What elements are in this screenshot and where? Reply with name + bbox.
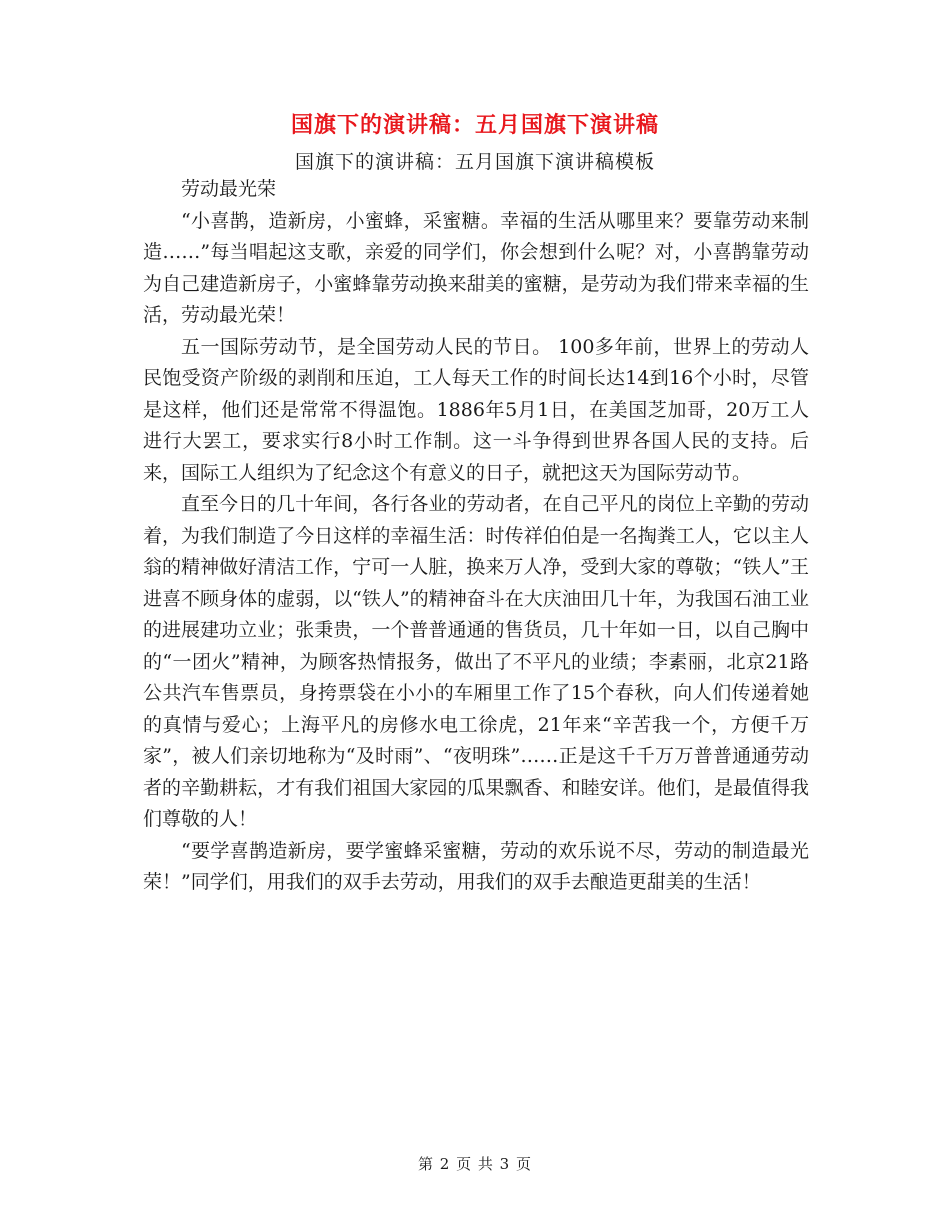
paragraph: “小喜鹊，造新房，小蜜蜂，采蜜糖。幸福的生活从哪里来？要靠劳动来制造……”每当唱起这支歌，亲爱的同学们，你会想到什么呢？对，小喜鹊靠劳动为自己建造新房子，小蜜蜂靠劳动换来甜美的蜜糖，是劳动为我们带来幸福的生活，劳动最光荣！ bbox=[143, 209, 809, 326]
document-body bbox=[143, 174, 809, 899]
section-heading: 劳动最光荣 bbox=[181, 178, 277, 200]
paragraph: 直至今日的几十年间，各行各业的劳动者，在自己平凡的岗位上辛勤的劳动着，为我们制造了今日这样的幸福生活：时传祥伯伯是一名掏粪工人，它以主人翁的精神做好清洁工作，宁可一人脏，换来万人净，受到大家的尊敬；“铁人”王进喜不顾身体的虚弱，以“铁人”的精神奋斗在大庆油田几十年，为我国石油工业的进展建功立业；张秉贵，一个普普通通的售货员，几十年如一日，以自己胸中的“一团火”精神，为顾客热情报务，做出了不平凡的业绩；李素丽，北京21路公共汽车售票员，身挎票袋在小小的车厢里工作了15个春秋，向人们传递着她的真情与爱心；上海平凡的房修水电工徐虎，21年来“辛苦我一个，方便千万家”，被人们亲切地称为“及时雨”、“夜明珠”……正是这千千万万普普通通劳动者的辛勤耕耘，才有我们祖国大家园的瓜果飘香、和睦安详。他们，是最值得我们尊敬的人！ bbox=[143, 493, 809, 830]
paragraph: “要学喜鹊造新房，要学蜜蜂采蜜糖，劳动的欢乐说不尽，劳动的制造最光荣！”同学们，用我们的双手去劳动，用我们的双手去酿造更甜美的生活！ bbox=[143, 839, 809, 893]
paragraph: 五一国际劳动节，是全国劳动人民的节日。 100多年前，世界上的劳动人民饱受资产阶级的剥削和压迫，工人每天工作的时间长达14到16个小时，尽管是这样，他们还是常常不得温饱。1886年5月1日，在美国芝加哥，20万工人进行大罢工，要求实行8小时工作制。这一斗争得到世界各国人民的支持。后来，国际工人组织为了纪念这个有意义的日子，就把这天为国际劳动节。 bbox=[143, 335, 809, 484]
document-title: 国旗下的演讲稿：五月国旗下演讲稿 bbox=[290, 113, 659, 138]
page-number-footer: 第 2 页 共 3 页 bbox=[418, 1155, 532, 1173]
document-subtitle: 国旗下的演讲稿：五月国旗下演讲稿模板 bbox=[294, 151, 655, 173]
